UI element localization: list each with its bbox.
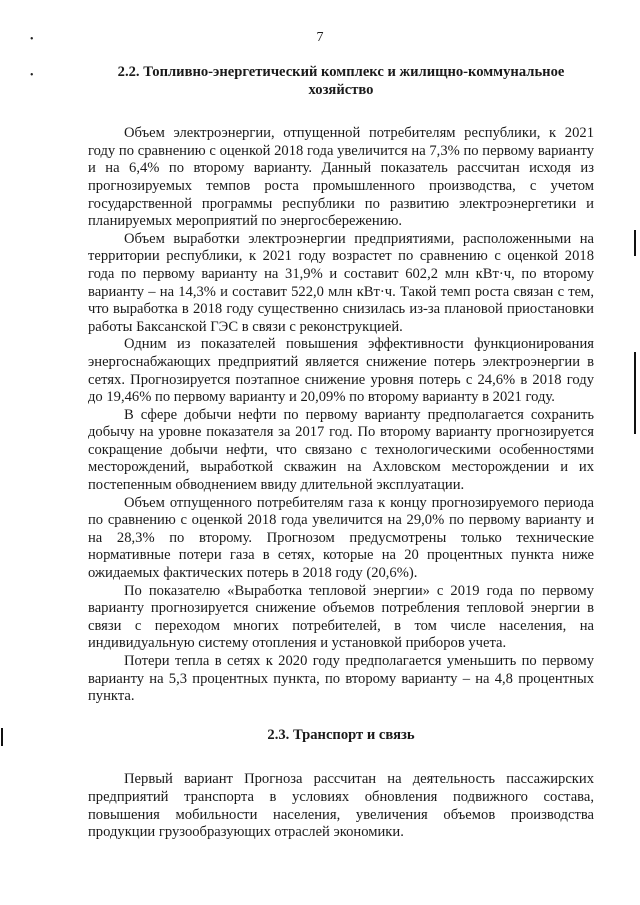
section-heading-transport: 2.3. Транспорт и связь — [267, 726, 415, 743]
scan-edge-line — [1, 728, 3, 746]
document-body — [88, 64, 594, 842]
paragraph: По показателю «Выработка тепловой энергии» с 2019 года по первому варианту прогнозируется снижение объемов потребления тепловой энергии в связи с переходом многих потребителей, в том числе населения, на индивидуальную систему отопления и установкой приборов учета. — [88, 582, 594, 652]
section-heading-fuel-energy: 2.2. Топливно-энергетический комплекс и жилищно-коммунальное хозяйство — [117, 64, 565, 98]
scan-artifact-mark: • — [30, 34, 34, 45]
paragraph: Потери тепла в сетях к 2020 году предполагается уменьшить по первому варианту на 5,3 процентных пункта, по второму варианту – на 4,8 процентных пункта. — [88, 653, 594, 705]
scan-edge-line — [634, 230, 636, 256]
scan-edge-line — [634, 352, 636, 434]
paragraph: Одним из показателей повышения эффективности функционирования энергоснабжающих предприятий является снижение потерь электроэнергии в сетях. Прогнозируется поэтапное снижение уровня потерь с 24,6% в 2018 году до 19,46% по первому варианту и 20,09% по второму варианту в 2021 году. — [88, 336, 594, 406]
paragraph: Объем электроэнергии, отпущенной потребителям республики, к 2021 году по сравнению с оценкой 2018 года увеличится на 7,3% по первому варианту и на 6,4% по второму варианту. Данный показатель рассчитан исходя из прогнозируемых темпов роста промышленного производства, с учетом государственной программы республики по развитию электроэнергетики и планируемых мероприятий по энергосбережению. — [88, 125, 594, 230]
paragraph: В сфере добычи нефти по первому варианту предполагается сохранить добычу на уровне показателя за 2017 год. По второму варианту прогнозируется сокращение добычи нефти, что связано с технологическими особенностями месторождений, выработкой скважин на Ахловском месторождении и их постепенным обводнением ввиду длительной эксплуатации. — [88, 406, 594, 494]
page-number: 7 — [316, 30, 324, 45]
paragraph: Объем выработки электроэнергии предприятиями, расположенными на территории республики, к 2021 году возрастет по сравнению с оценкой 2018 года по первому варианту на 31,9% и составит 602,2 млн кВт·ч, по второму варианту – на 14,3% и составит 522,0 млн кВт·ч. Такой темп роста связан с тем, что выработка в 2018 году существенно снизилась из-за плановой приостановки работы Баксанской ГЭС в связи с реконструкцией. — [88, 230, 594, 335]
paragraph: Объем отпущенного потребителям газа к концу прогнозируемого периода по сравнению с оценкой 2018 года увеличится на 29,0% по первому варианту и на 28,3% по второму. Прогнозом предусмотрены только технические нормативные потери газа в сетях, которые на 20 процентных пункта ниже ожидаемых фактических потерь в 2018 году (20,6%). — [88, 494, 594, 582]
paragraph: Первый вариант Прогноза рассчитан на деятельность пассажирских предприятий транспорта в условиях обновления подвижного состава, повышения мобильности населения, увеличения объемов производства продукции грузообразующих отраслей экономики. — [88, 771, 594, 841]
scan-artifact-mark: • — [30, 70, 34, 81]
